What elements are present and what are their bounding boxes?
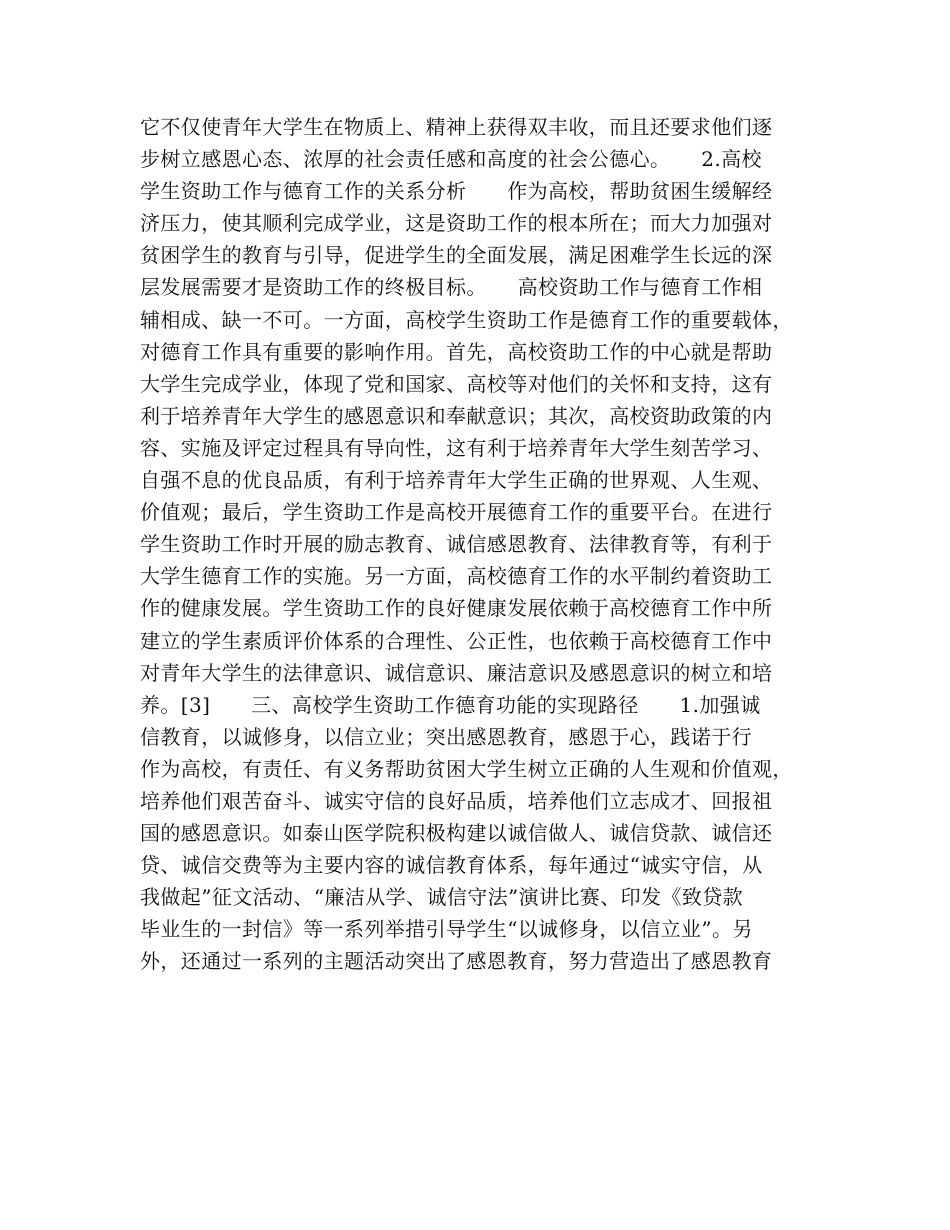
text-line: 信教育，以诚修身，以信立业；突出感恩教育，感恩于心，践诺于行 <box>140 724 752 749</box>
text-line: 我做起”征文活动、“廉洁从学、诚信守法”演讲比赛、印发《致贷款 <box>140 885 744 910</box>
text-line: 培养他们艰苦奋斗、诚实守信的良好品质，培养他们立志成才、回报祖 <box>140 788 773 813</box>
text-line: 层发展需要才是资助工作的终极目标。 高校资助工作与德育工作相 <box>140 275 763 300</box>
text-line: 外，还通过一系列的主题活动突出了感恩教育，努力营造出了感恩教育 <box>140 949 773 974</box>
body-text <box>140 111 840 978</box>
text-line: 毕业生的一封信》等一系列举措引导学生“以诚修身，以信立业”。另 <box>140 917 753 942</box>
text-line: 价值观；最后，学生资助工作是高校开展德育工作的重要平台。在进行 <box>140 500 773 525</box>
text-line: 大学生完成学业，体现了党和国家、高校等对他们的关怀和支持，这有 <box>140 371 773 396</box>
text-line: 养。[3] 三、高校学生资助工作德育功能的实现路径 1.加强诚 <box>140 692 761 717</box>
text-line: 学生资助工作时开展的励志教育、诚信感恩教育、法律教育等，有利于 <box>140 532 773 557</box>
text-line: 作的健康发展。学生资助工作的良好健康发展依赖于高校德育工作中所 <box>140 596 773 621</box>
text-line: 辅相成、缺一不可。一方面，高校学生资助工作是德育工作的重要载体， <box>140 307 793 332</box>
text-line: 贷、诚信交费等为主要内容的诚信教育体系，每年通过“诚实守信，从 <box>140 853 763 878</box>
text-line: 济压力，使其顺利完成学业，这是资助工作的根本所在；而大力加强对 <box>140 211 773 236</box>
text-line: 对青年大学生的法律意识、诚信意识、廉洁意识及感恩意识的树立和培 <box>140 660 773 685</box>
text-line: 学生资助工作与德育工作的关系分析 作为高校，帮助贫困生缓解经 <box>140 179 773 204</box>
text-line: 自强不息的优良品质，有利于培养青年大学生正确的世界观、人生观、 <box>140 468 773 493</box>
text-line: 国的感恩意识。如泰山医学院积极构建以诚信做人、诚信贷款、诚信还 <box>140 821 773 846</box>
text-line: 它不仅使青年大学生在物质上、精神上获得双丰收，而且还要求他们逐 <box>140 115 773 139</box>
text-line: 对德育工作具有重要的影响作用。首先，高校资助工作的中心就是帮助 <box>140 339 773 364</box>
text-line: 容、实施及评定过程具有导向性，这有利于培养青年大学生刻苦学习、 <box>140 435 773 460</box>
text-line: 贫困学生的教育与引导，促进学生的全面发展，满足困难学生长远的深 <box>140 243 773 268</box>
text-line: 大学生德育工作的实施。另一方面，高校德育工作的水平制约着资助工 <box>140 564 773 589</box>
text-line: 建立的学生素质评价体系的合理性、公正性，也依赖于高校德育工作中 <box>140 628 773 653</box>
text-line: 作为高校，有责任、有义务帮助贫困大学生树立正确的人生观和价值观， <box>140 756 793 781</box>
text-line: 利于培养青年大学生的感恩意识和奉献意识；其次，高校资助政策的内 <box>140 403 773 428</box>
text-line: 步树立感恩心态、浓厚的社会责任感和高度的社会公德心。 2.高校 <box>140 147 762 172</box>
